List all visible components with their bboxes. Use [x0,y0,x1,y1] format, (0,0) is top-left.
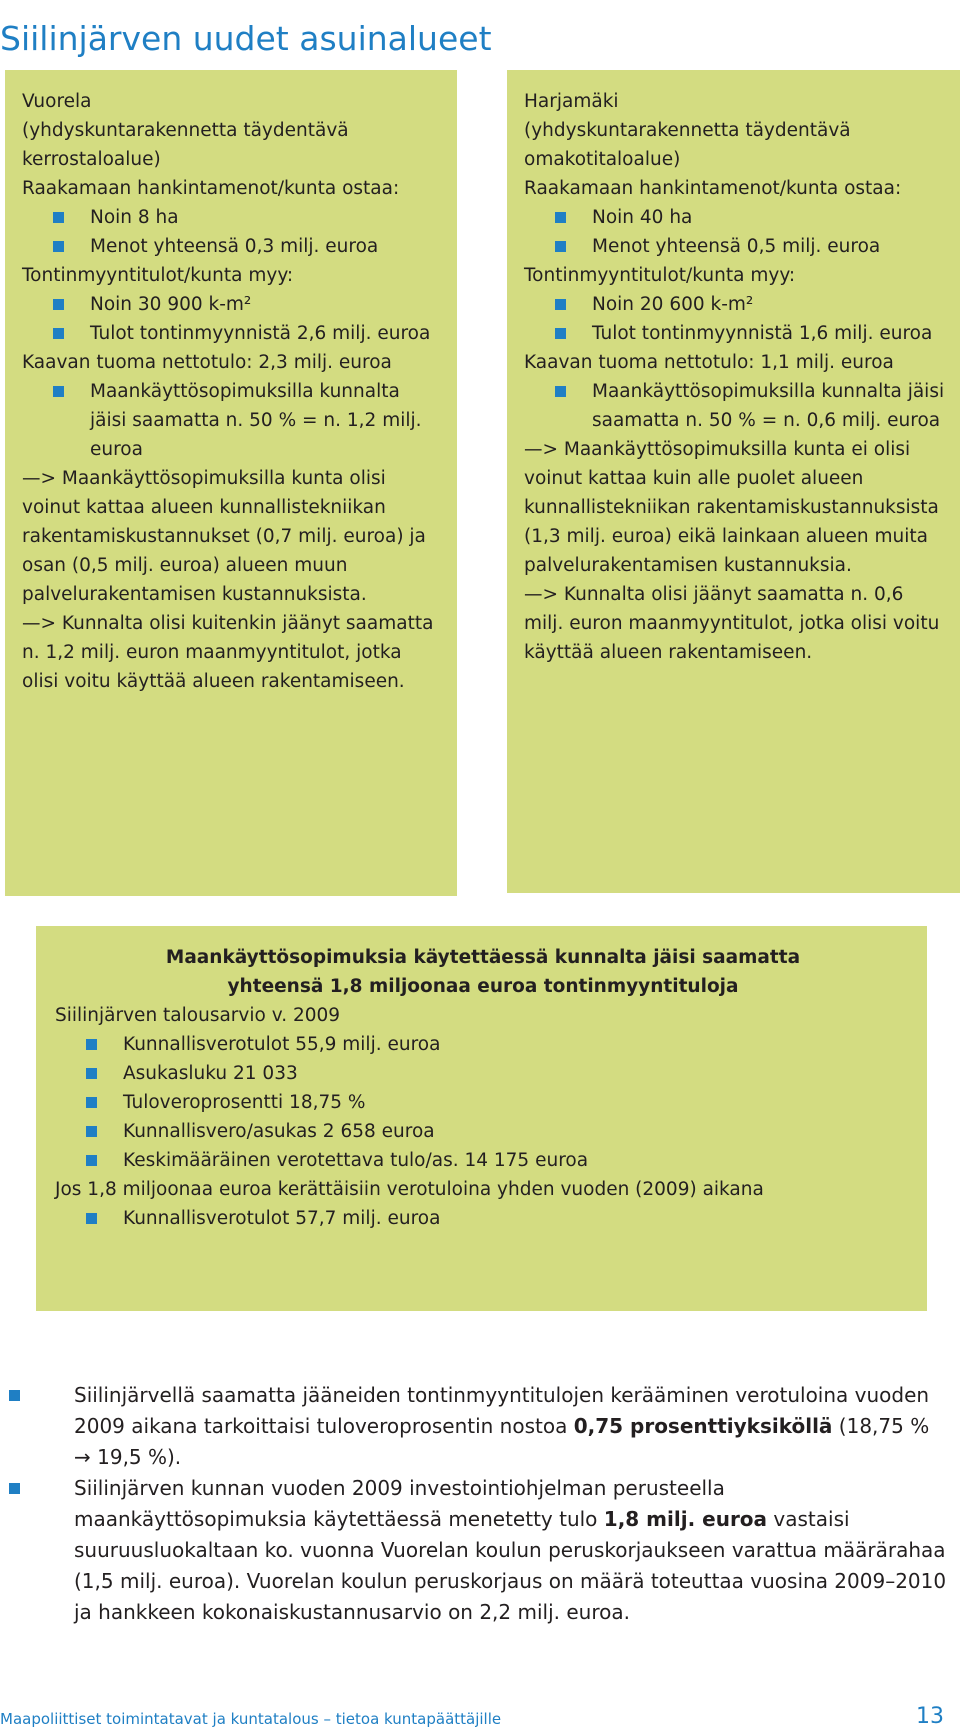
budget-item: Kunnallisverotulot 55,9 milj. euroa [55,1030,911,1059]
buy-item: Menot yhteensä 0,3 milj. euroa [22,232,439,261]
text-span: Siilinjärvellä saamatta jääneiden tontinmyyntitulojen kerääminen verotuloina vuoden 2009 aikana tarkoittaisi tuloveroprosentin nostoa [74,1383,930,1438]
bullet-paragraph [0,1473,960,1628]
summary-heading: Maankäyttösopimuksia käytettäessä kunnalta jäisi saamatta [165,947,801,968]
buy-item: Noin 40 ha [524,203,946,232]
sell-item: Noin 30 900 k-m² [22,290,439,319]
net-income-item: Maankäyttösopimuksilla kunnalta jäisi saamatta n. 50 % = n. 0,6 milj. euroa [524,377,946,435]
scenario-label: Jos 1,8 miljoonaa euroa kerättäisiin verotuloina yhden vuoden (2009) aikana [55,1179,764,1200]
sell-item: Noin 20 600 k-m² [524,290,946,319]
footer [0,1704,960,1729]
sell-item: Tulot tontinmyynnistä 2,6 milj. euroa [22,319,439,348]
area-name: Vuorela [22,91,92,112]
net-income-item: Maankäyttösopimuksilla kunnalta jäisi saamatta n. 50 % = n. 1,2 milj. euroa [22,377,439,464]
bold-span: 1,8 milj. euroa [603,1507,768,1531]
net-income-label: Kaavan tuoma nettotulo: 1,1 milj. euroa [524,352,894,373]
conclusion-text: —> Kunnalta olisi jäänyt saamatta n. 0,6 milj. euron maanmyyntitulot, jotka olisi voitu käyttää alueen rakentamiseen. [524,584,940,663]
page-title: Siilinjärven uudet asuinalueet [0,19,492,59]
budget-item: Tuloveroprosentti 18,75 % [55,1088,911,1117]
conclusion-text: —> Maankäyttösopimuksilla kunta ei olisi voinut kattaa kuin alle puolet alueen kunnallistekniikan rakentamiskustannuksista (1,3 milj. euroa) eikä lainkaan alueen muita palvelurakentamisen kustannuksia. [524,439,939,576]
budget-item: Kunnallisvero/asukas 2 658 euroa [55,1117,911,1146]
sell-label: Tontinmyyntitulot/kunta myy: [22,265,294,286]
area-description: (yhdyskuntarakennetta täydentävä kerrostaloalue) [22,120,349,170]
summary-heading: yhteensä 1,8 miljoonaa euroa tontinmyyntituloja [227,976,739,997]
area-name: Harjamäki [524,91,619,112]
harjamaki-box [507,70,960,893]
text-span: vastaisi suuruusluokaltaan ko. vuonna Vuorelan koulun peruskorjaukseen varattua määrärahaa (1,5 milj. euroa). Vuorelan koulun peruskorjaus on määrä toteuttaa vuosina 2009–2010 ja hankkeen kokonaiskustannusarvio on 2,2 milj. euroa. [74,1507,947,1624]
summary-box [36,926,927,1311]
buy-label: Raakamaan hankintamenot/kunta ostaa: [22,178,400,199]
bullet-paragraph [0,1380,960,1473]
buy-item: Noin 8 ha [22,203,439,232]
buy-item: Menot yhteensä 0,5 milj. euroa [524,232,946,261]
text-span: (18,75 % → 19,5 %). [74,1414,930,1469]
conclusion-text: —> Maankäyttösopimuksilla kunta olisi voinut kattaa alueen kunnallistekniikan rakentamiskustannukset (0,7 milj. euroa) ja osan (0,5 milj. euroa) alueen muun palvelurakentamisen kustannuksista. [22,468,426,605]
bottom-bullets [0,1380,960,1628]
sell-label: Tontinmyyntitulot/kunta myy: [524,265,796,286]
text-span: Siilinjärven kunnan vuoden 2009 investointiohjelman perusteella maankäyttösopimuksia käytettäessä menetetty tulo [74,1476,725,1531]
sell-item: Tulot tontinmyynnistä 1,6 milj. euroa [524,319,946,348]
buy-label: Raakamaan hankintamenot/kunta ostaa: [524,178,902,199]
bold-span: 0,75 prosenttiyksiköllä [573,1414,833,1438]
budget-item: Asukasluku 21 033 [55,1059,911,1088]
scenario-item: Kunnallisverotulot 57,7 milj. euroa [55,1204,911,1233]
page-number: 13 [916,1704,944,1729]
conclusion-text: —> Kunnalta olisi kuitenkin jäänyt saamatta n. 1,2 milj. euron maanmyyntitulot, jotka olisi voitu käyttää alueen rakentamiseen. [22,613,434,692]
area-description: (yhdyskuntarakennetta täydentävä omakotitaloalue) [524,120,851,170]
budget-label: Siilinjärven talousarvio v. 2009 [55,1005,341,1026]
budget-item: Keskimääräinen verotettava tulo/as. 14 175 euroa [55,1146,911,1175]
footer-text: Maapoliittiset toimintatavat ja kuntatalous – tietoa kuntapäättäjille [0,1710,502,1728]
net-income-label: Kaavan tuoma nettotulo: 2,3 milj. euroa [22,352,392,373]
vuorela-box [5,70,457,896]
